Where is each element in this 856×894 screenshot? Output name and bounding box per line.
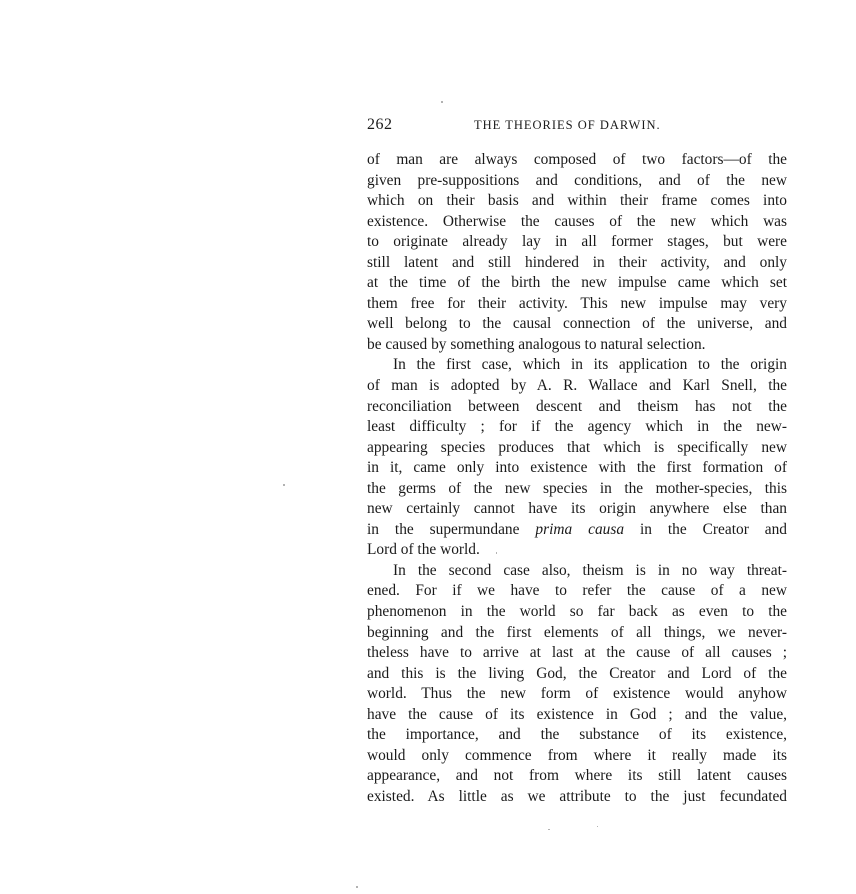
running-title: THE THEORIES OF DARWIN.	[474, 118, 661, 132]
text-line: phenomenon in the world so far back as even to the	[367, 603, 787, 621]
scan-speck	[441, 101, 443, 103]
body-text	[367, 150, 787, 808]
text-segment: in the Creator and	[624, 520, 787, 538]
text-line: world. Thus the new form of existence would anyhow	[367, 685, 787, 703]
paragraph-start-line: In the second case also, theism is in no way threat-	[393, 561, 787, 579]
text-line: existence. Otherwise the causes of the new which was	[367, 212, 787, 230]
text-line: reconciliation between descent and theism has not the	[367, 397, 787, 415]
text-line: existed. As little as we attribute to the just fecundated	[367, 787, 787, 805]
paragraph-start-line: In the first case, which in its application to the origin	[393, 356, 787, 374]
text-line: of man is adopted by A. R. Wallace and Karl Snell, the	[367, 377, 787, 395]
text-line: have the cause of its existence in God ; and the value,	[367, 705, 787, 723]
text-line: theless have to arrive at last at the cause of all causes ;	[367, 644, 787, 662]
text-line: the germs of the new species in the mother-species, this	[367, 479, 787, 497]
text-line-with-italic	[367, 520, 787, 541]
text-line: appearance, and not from where its still latent causes	[367, 767, 787, 785]
page-number: 262	[367, 116, 393, 133]
scan-speck	[496, 552, 497, 554]
text-line: would only commence from where it really made its	[367, 746, 787, 764]
italic-phrase: prima causa	[535, 520, 625, 538]
text-line: of man are always composed of two factors—of the	[367, 151, 787, 168]
text-line: the importance, and the substance of its existence,	[367, 726, 787, 744]
scan-speck	[597, 826, 598, 827]
scan-speck	[356, 886, 358, 888]
text-line: in it, came only into existence with the first formation of	[367, 459, 787, 477]
text-line: ened. For if we have to refer the cause of a new	[367, 582, 787, 600]
text-line: least difficulty ; for if the agency which in the new-	[367, 418, 787, 436]
text-line: given pre-suppositions and conditions, and of the new	[367, 171, 787, 189]
text-line: and this is the living God, the Creator and Lord of the	[367, 664, 787, 682]
scan-speck	[283, 484, 285, 486]
scan-speck	[548, 829, 550, 830]
text-line: well belong to the causal connection of the universe, and	[367, 315, 787, 333]
text-line: at the time of the birth the new impulse came which set	[367, 274, 787, 292]
text-line: appearing species produces that which is specifically new	[367, 438, 787, 456]
text-line: Lord of the world.	[367, 541, 480, 559]
text-line: beginning and the first elements of all things, we never-	[367, 623, 787, 641]
text-line: to originate already lay in all former stages, but were	[367, 233, 787, 251]
text-line: new certainly cannot have its origin anywhere else than	[367, 500, 787, 518]
page-header	[367, 116, 787, 136]
text-line: be caused by something analogous to natural selection.	[367, 335, 706, 353]
text-line: them free for their activity. This new impulse may very	[367, 294, 787, 312]
text-line: still latent and still hindered in their activity, and only	[367, 253, 787, 271]
text-segment: in the supermundane	[367, 520, 536, 538]
text-line: which on their basis and within their frame comes into	[367, 192, 787, 210]
